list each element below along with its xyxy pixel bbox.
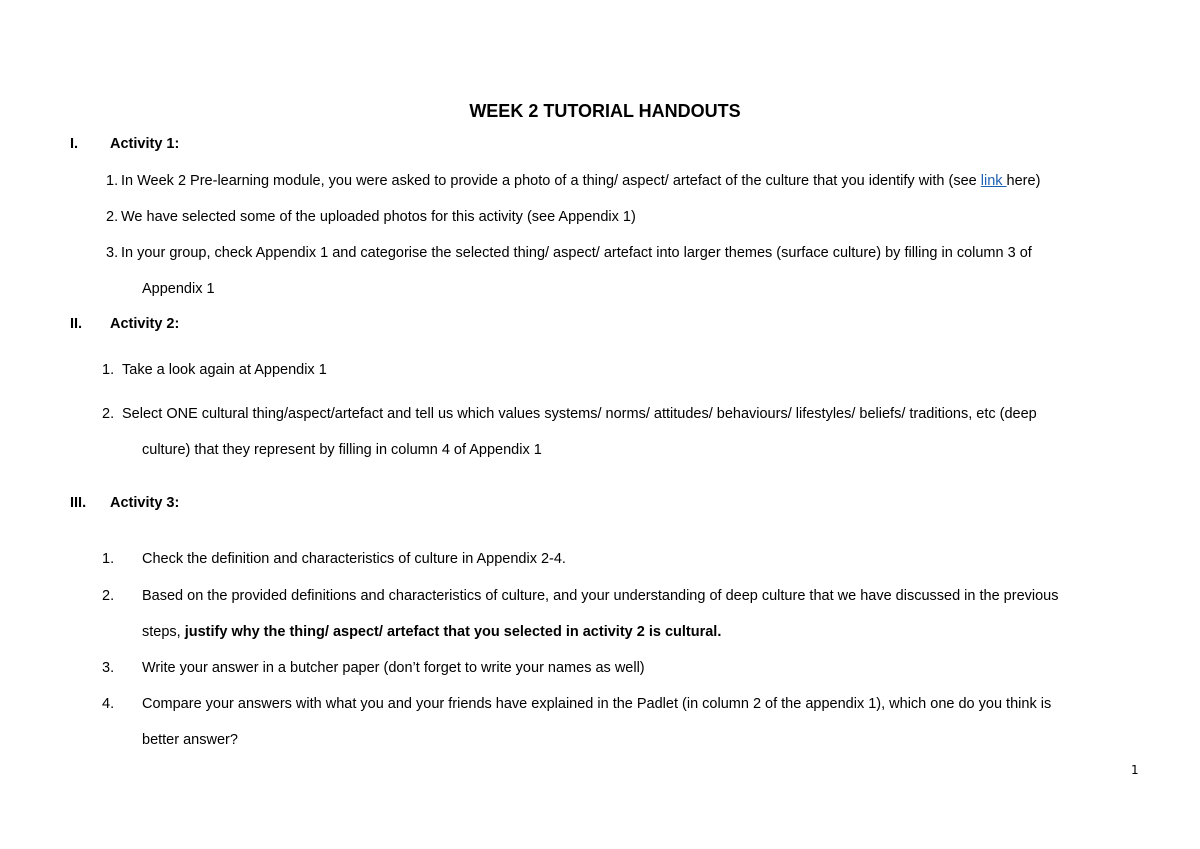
list-item-text [121,173,1040,189]
list-item-text-continuation: better answer? [142,732,238,748]
section-numeral: II. [70,316,83,332]
list-item-number: 3. [102,660,115,676]
list-item-number: 2. [102,406,115,422]
section-heading: Activity 1: [110,136,180,152]
list-item-text-continuation: Appendix 1 [142,281,215,297]
section-heading: Activity 3: [110,495,180,511]
section-numeral: I. [70,136,79,152]
section-numeral: III. [70,495,87,511]
list-item-text-continuation: culture) that they represent by filling in column 4 of Appendix 1 [142,442,542,458]
list-item-number: 4. [102,696,115,712]
list-item-number: 1. [106,173,119,189]
list-item-text: Based on the provided definitions and characteristics of culture, and your understanding of deep culture that we have discussed in the previous [142,588,1059,604]
list-item-text-part: In Week 2 Pre-learning module, you were asked to provide a photo of a thing/ aspect/ artefact of the culture that you identify with (see [121,173,981,189]
list-item-number: 2. [102,588,115,604]
list-item-text: Write your answer in a butcher paper (don’t forget to write your names as well) [142,660,645,676]
list-item-text: Check the definition and characteristics of culture in Appendix 2-4. [142,551,566,567]
emphasized-instruction: justify why the thing/ aspect/ artefact that you selected in activity 2 is cultural. [184,624,722,640]
list-item-number: 2. [106,209,119,225]
list-item-text: Take a look again at Appendix 1 [122,362,327,378]
list-item-number: 1. [102,551,115,567]
list-item-text: Select ONE cultural thing/aspect/artefact and tell us which values systems/ norms/ attitudes/ behaviours/ lifestyles/ beliefs/ traditions, etc (deep [122,406,1037,422]
list-item-text-continuation [142,624,721,640]
list-item-text: We have selected some of the uploaded photos for this activity (see Appendix 1) [121,209,636,225]
list-item-text-part: here) [1006,173,1041,189]
list-item-number: 1. [102,362,115,378]
list-item-number: 3. [106,245,119,261]
list-item-text: Compare your answers with what you and your friends have explained in the Padlet (in column 2 of the appendix 1), which one do you think is [142,696,1052,712]
section-heading: Activity 2: [110,316,180,332]
appendix-link[interactable]: link [980,173,1007,189]
page-title: WEEK 2 TUTORIAL HANDOUTS [469,101,741,121]
list-item-text: In your group, check Appendix 1 and categorise the selected thing/ aspect/ artefact into larger themes (surface culture) by filling in column 3 of [121,245,1032,261]
list-item-text-part: steps, [142,624,185,640]
page-number: 1 [1131,763,1139,777]
